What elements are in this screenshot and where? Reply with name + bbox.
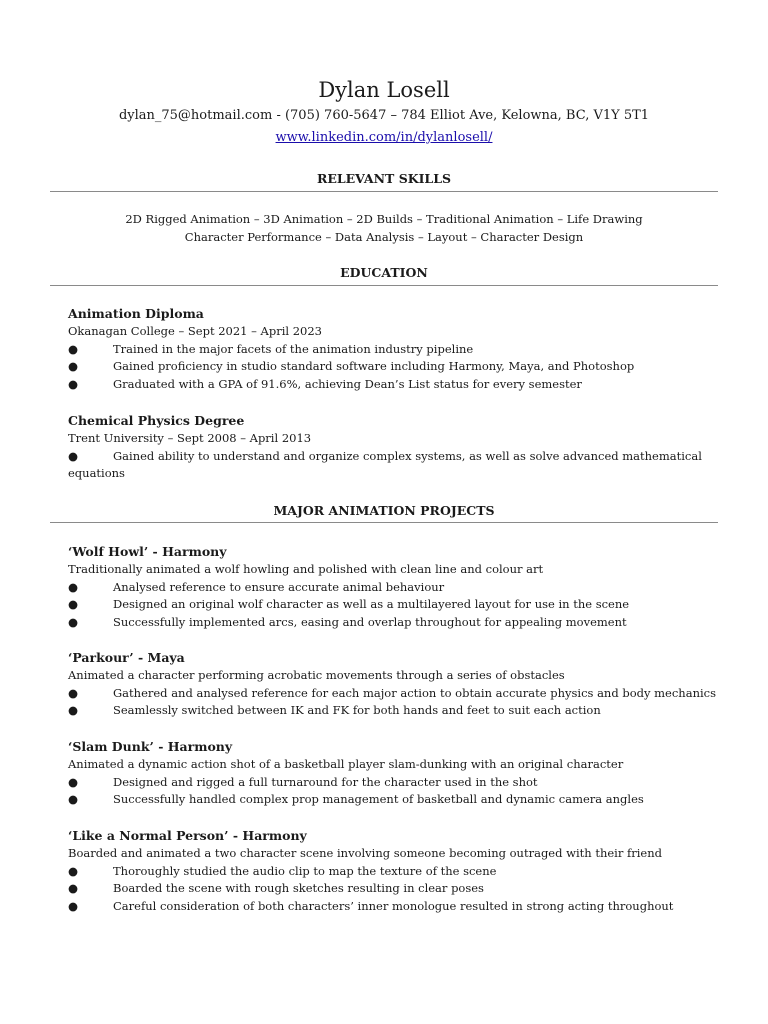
list-item: ● Gained ability to understand and organize complex systems, as well as solve advanced mathematical xyxy=(68,448,708,466)
bullet-icon: ● xyxy=(68,579,79,594)
bullet-icon: ● xyxy=(68,341,79,356)
list-item: ● Designed and rigged a full turnaround for the character used in the shot xyxy=(68,774,708,792)
section-divider xyxy=(50,285,718,286)
project-tool: - Maya xyxy=(133,650,185,665)
list-item: ● Thoroughly studied the audio clip to map the texture of the scene xyxy=(68,863,708,881)
list-item: ● Trained in the major facets of the animation industry pipeline xyxy=(68,341,708,359)
project-name: ‘Wolf Howl’ xyxy=(68,544,149,559)
bullet-icon: ● xyxy=(68,597,79,612)
bullet-icon: ● xyxy=(68,703,79,718)
linkedin-line xyxy=(0,129,768,147)
degree-title: Animation Diploma xyxy=(68,306,204,321)
skills-line-2: Character Performance – Data Analysis – Layout – Character Design xyxy=(184,230,584,244)
skills-line-1: 2D Rigged Animation – 3D Animation – 2D Builds – Traditional Animation – Life Drawing xyxy=(125,212,643,226)
skills-heading: RELEVANT SKILLS xyxy=(316,171,452,186)
project-title xyxy=(68,826,708,846)
degree-title: Chemical Physics Degree xyxy=(68,413,245,428)
bullet-icon: ● xyxy=(68,376,79,391)
education-entry xyxy=(68,304,708,393)
section-divider xyxy=(50,191,718,192)
list-item: ● Graduated with a GPA of 91.6%, achieving Dean’s List status for every semester xyxy=(68,376,708,394)
list-item-continuation: equations xyxy=(68,466,125,481)
bullet-icon: ● xyxy=(68,614,79,629)
project-entry xyxy=(68,737,708,809)
bullet-icon: ● xyxy=(68,792,79,807)
contact-line: dylan_75@hotmail.com - (705) 760-5647 – 784 Elliot Ave, Kelowna, BC, V1Y 5T1 xyxy=(118,108,650,123)
list-item: ● Successfully implemented arcs, easing and overlap throughout for appealing movement xyxy=(68,614,708,632)
education-entry xyxy=(68,411,708,483)
project-title xyxy=(68,542,708,562)
education-heading: EDUCATION xyxy=(340,265,428,280)
bullet-icon: ● xyxy=(68,881,79,896)
list-item: ● Seamlessly switched between IK and FK for both hands and feet to suit each action xyxy=(68,702,708,720)
project-summary: Boarded and animated a two character scene involving someone becoming outraged with their friend xyxy=(68,846,662,860)
project-name: ‘Parkour’ xyxy=(68,650,134,665)
bullet-icon: ● xyxy=(68,448,79,463)
project-entry xyxy=(68,648,716,720)
list-item: ● Gained proficiency in studio standard software including Harmony, Maya, and Photoshop xyxy=(68,358,708,376)
list-item: ● Careful consideration of both characters’ inner monologue resulted in strong acting throughout xyxy=(68,898,708,916)
project-tool: - Harmony xyxy=(153,739,233,754)
project-title xyxy=(68,648,708,668)
project-title xyxy=(68,737,708,757)
project-name: ‘Like a Normal Person’ xyxy=(68,828,229,843)
bullet-icon: ● xyxy=(68,898,79,913)
list-item: ● Successfully handled complex prop management of basketball and dynamic camera angles xyxy=(68,791,708,809)
school-line: Trent University – Sept 2008 – April 2013 xyxy=(68,431,312,445)
list-item: ● Analysed reference to ensure accurate animal behaviour xyxy=(68,579,708,597)
project-summary: Animated a dynamic action shot of a basketball player slam-dunking with an original character xyxy=(68,757,624,771)
project-name: ‘Slam Dunk’ xyxy=(68,739,154,754)
projects-heading: MAJOR ANIMATION PROJECTS xyxy=(273,503,495,518)
project-summary: Traditionally animated a wolf howling and polished with clean line and colour art xyxy=(68,562,544,576)
applicant-name: Dylan Losell xyxy=(318,78,450,102)
bullet-icon: ● xyxy=(68,774,79,789)
list-item: ● Designed an original wolf character as well as a multilayered layout for use in the scene xyxy=(68,596,708,614)
linkedin-link[interactable]: www.linkedin.com/in/dylanlosell/ xyxy=(275,130,493,145)
project-tool: - Harmony xyxy=(228,828,307,843)
project-entry xyxy=(68,826,708,915)
bullet-icon: ● xyxy=(68,863,79,878)
school-line: Okanagan College – Sept 2021 – April 2023 xyxy=(68,324,322,338)
bullet-icon: ● xyxy=(68,359,79,374)
project-entry xyxy=(68,542,708,631)
section-divider xyxy=(50,522,718,523)
bullet-icon: ● xyxy=(68,685,79,700)
list-item: ● Gathered and analysed reference for each major action to obtain accurate physics and body mechanics xyxy=(68,685,708,703)
project-tool: - Harmony xyxy=(148,544,227,559)
list-item: ● Boarded the scene with rough sketches resulting in clear poses xyxy=(68,880,708,898)
project-summary: Animated a character performing acrobatic movements through a series of obstacles xyxy=(68,668,565,682)
